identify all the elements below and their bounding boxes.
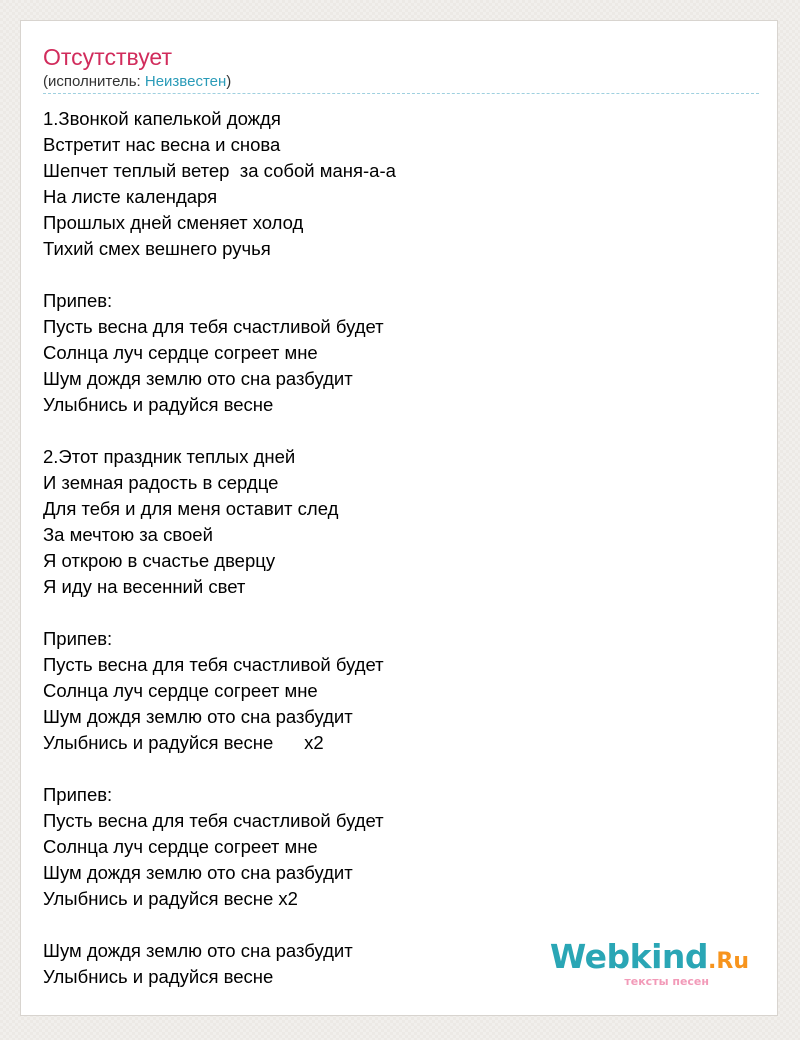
lyric-line: И земная радость в сердце <box>43 472 279 493</box>
lyric-line: Шум дождя землю ото сна разбудит <box>43 940 353 961</box>
lyric-line: 2.Этот праздник теплых дней <box>43 446 296 467</box>
lyric-line: Шум дождя землю ото сна разбудит <box>43 862 353 883</box>
logo-main-text: Webkind <box>549 937 709 976</box>
lyric-blank-line <box>43 756 759 782</box>
lyric-line: Я открою в счастье дверцу <box>43 550 276 571</box>
lyric-line: Улыбнись и радуйся весне <box>43 394 274 415</box>
lyric-blank-line <box>43 262 759 288</box>
lyrics-body <box>43 106 759 990</box>
song-title: Отсутствует <box>43 44 172 70</box>
artist-line <box>43 72 231 92</box>
lyric-line: Прошлых дней сменяет холод <box>43 212 304 233</box>
lyric-line: Шум дождя землю ото сна разбудит <box>43 368 353 389</box>
lyric-line: Припев: <box>43 784 113 805</box>
lyric-line: Улыбнись и радуйся весне х2 <box>43 732 324 753</box>
lyric-line: Встретит нас весна и снова <box>43 134 281 155</box>
lyric-blank-line <box>43 418 759 444</box>
artist-link[interactable]: Неизвестен <box>144 73 227 90</box>
logo-suffix-text: .Ru <box>708 949 749 974</box>
lyric-line: За мечтою за своей <box>43 524 213 545</box>
lyric-line: Припев: <box>43 290 113 311</box>
site-logo[interactable] <box>549 935 749 995</box>
lyric-line: Солнца луч сердце согреет мне <box>43 836 318 857</box>
lyric-line: Я иду на весенний свет <box>43 576 246 597</box>
logo-tagline: тексты песен <box>624 975 709 988</box>
lyric-line: На листе календаря <box>43 186 218 207</box>
lyric-line: Шепчет теплый ветер за собой маня-а-а <box>43 160 396 181</box>
lyric-line: Шум дождя землю ото сна разбудит <box>43 706 353 727</box>
lyric-line: Пусть весна для тебя счастливой будет <box>43 654 384 675</box>
lyric-line: Тихий смех вешнего ручья <box>43 238 271 259</box>
lyric-line: Пусть весна для тебя счастливой будет <box>43 316 384 337</box>
lyric-line: Припев: <box>43 628 113 649</box>
artist-prefix: (исполнитель: <box>43 73 145 90</box>
artist-suffix: ) <box>226 73 232 90</box>
lyric-blank-line <box>43 600 759 626</box>
lyric-line: Солнца луч сердце согреет мне <box>43 680 318 701</box>
lyric-line: Улыбнись и радуйся весне <box>43 966 274 987</box>
lyric-line: Пусть весна для тебя счастливой будет <box>43 810 384 831</box>
lyric-line: Улыбнись и радуйся весне х2 <box>43 888 298 909</box>
lyrics-card <box>20 20 778 1016</box>
dashed-divider <box>43 93 759 94</box>
lyric-line: Солнца луч сердце согреет мне <box>43 342 318 363</box>
lyric-line: 1.Звонкой капелькой дождя <box>43 108 281 129</box>
lyric-line: Для тебя и для меня оставит след <box>43 498 339 519</box>
